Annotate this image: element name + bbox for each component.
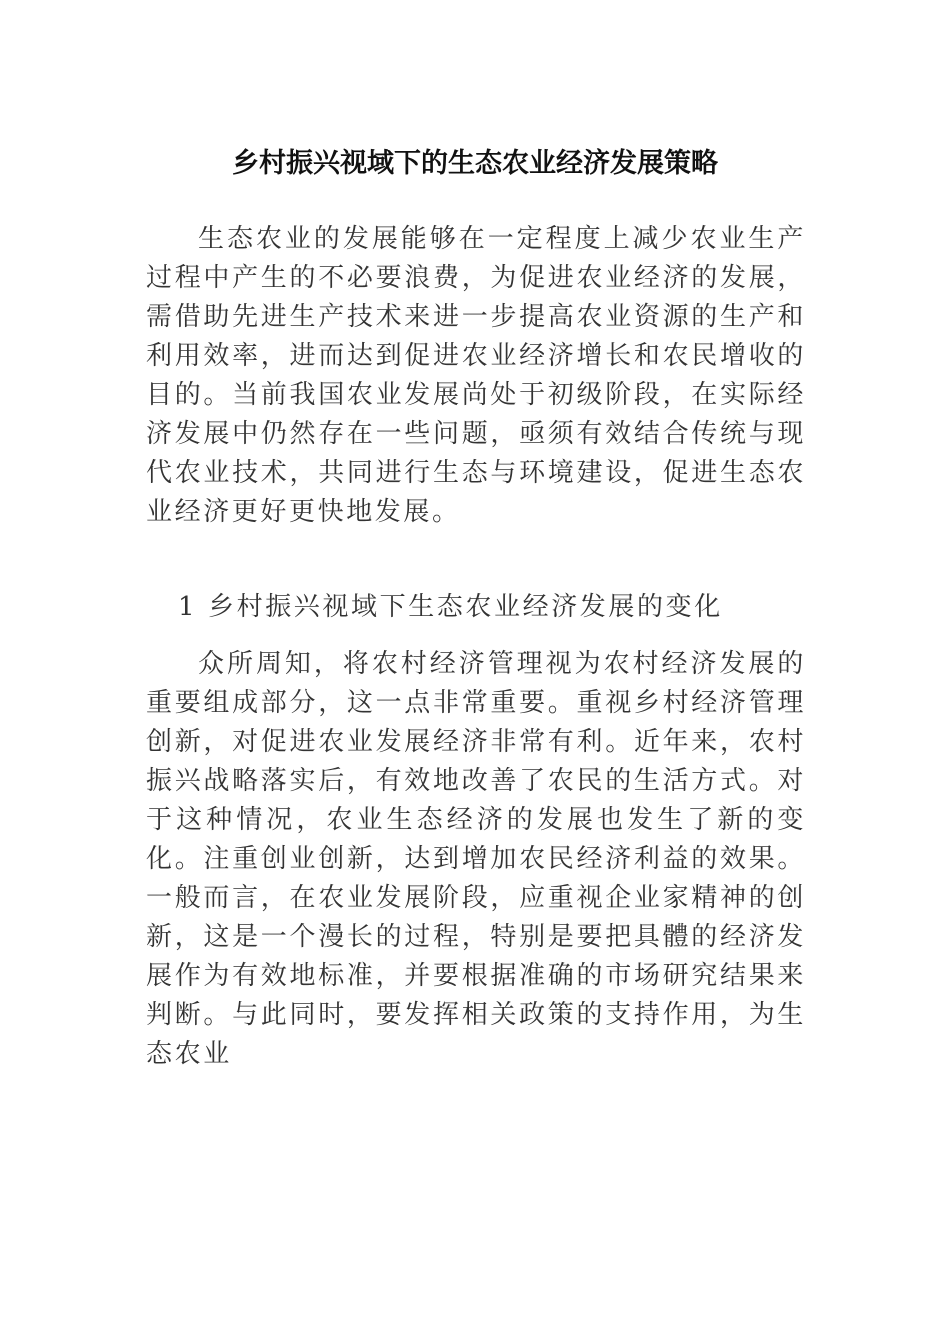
section-heading-1: 1 乡村振兴视域下生态农业经济发展的变化 [178,592,723,622]
intro-paragraph: 生态农业的发展能够在一定程度上减少农业生产过程中产生的不必要浪费，为促进农业经济的发展，需借助先进生产技术来进一步提高农业资源的生产和利用效率，进而达到促进农业经济增长和农民增收的目的。当前我国农业发展尚处于初级阶段，在实际经济发展中仍然存在一些问题，亟须有效结合传统与现代农业技术，共同进行生态与环境建设，促进生态农业经济更好更快地发展。 [146,224,806,527]
section-1-paragraph: 众所周知，将农村经济管理视为农村经济发展的重要组成部分，这一点非常重要。重视乡村经济管理创新，对促进农业发展经济非常有利。近年来，农村振兴战略落实后，有效地改善了农民的生活方式。对于这种情况，农业生态经济的发展也发生了新的变化。注重创业创新，达到增加农民经济利益的效果。一般而言，在农业发展阶段，应重视企业家精神的创新，这是一个漫长的过程，特别是要把具體的经济发展作为有效地标准，并要根据准确的市场研究结果来判断。与此同时，要发挥相关政策的支持作用，为生态农业 [146,649,806,1069]
document-title: 乡村振兴视域下的生态农业经济发展策略 [232,148,718,180]
